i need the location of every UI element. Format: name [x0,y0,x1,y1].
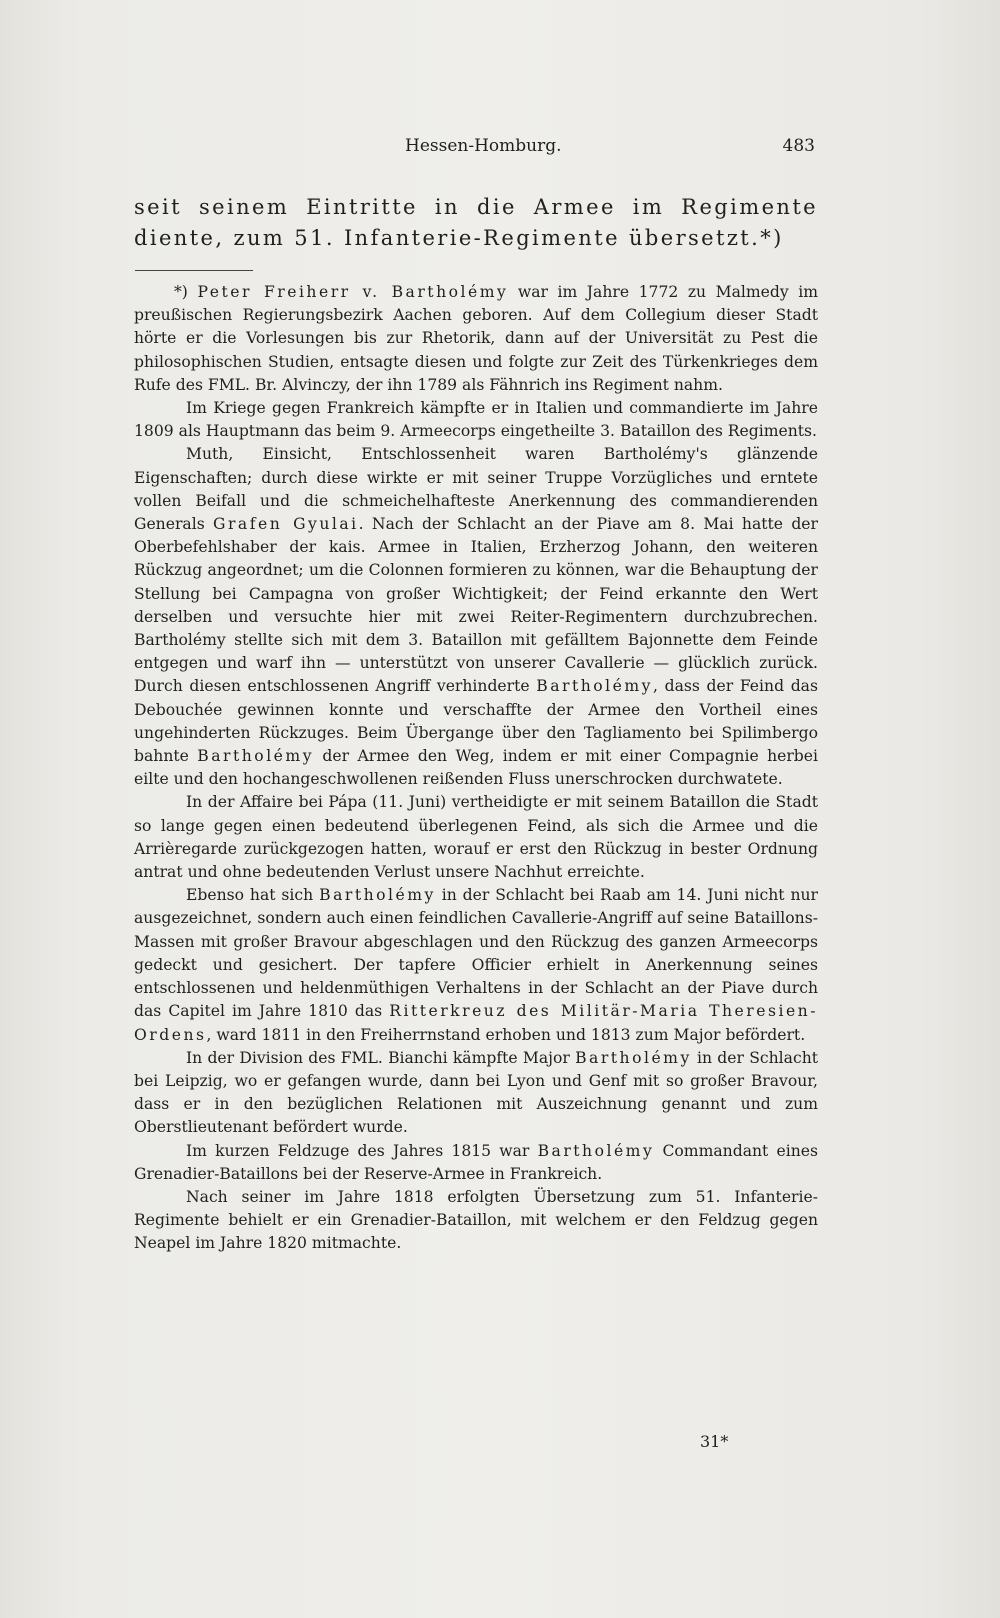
footnote-paragraph [134,443,818,791]
footnote-text: Commandant eines Grenadier-Bataillons bei der Reserve-Armee in Frankreich. [134,1141,818,1183]
footnote-text: In der Division des FML. Bianchi kämpfte Major [186,1048,570,1067]
footnote-text: , dass der Feind das Debouchée gewinnen konnte und verschaffte der Armee den Vortheil eines ungehinderten Rückzuges. Beim Übergange über den Tagliamento bei Spilimbergo bahnte [134,677,818,766]
footnote-marker: *) [174,283,188,301]
page-number: 483 [782,136,815,156]
footnote-text: Muth, Einsicht, Entschlossenheit waren Bartholémy's glänzende Eigenschaften; durch diese wirkte er mit seiner Truppe Vorzügliches und erntete vollen Beifall und die schmeichelhafteste Anerkennung des commandierenden Generals [134,445,818,534]
footnote-separator [135,270,253,271]
footnote-paragraph [134,1140,818,1186]
footnote-text: der Armee den Weg, indem er mit einer Compagnie herbei eilte und den hochangeschwollenen reißenden Fluss unerschrocken durchwatete. [134,747,818,789]
footnote-paragraph: Nach seiner im Jahre 1818 erfolgten Übersetzung zum 51. Infanterie-Regimente behielt er ein Grenadier-Bataillon, mit welchem er den Feldzug gegen Neapel im Jahre 1820 mitmachte. [134,1187,818,1253]
footnote [134,281,818,1256]
footnote-paragraph: Im Kriege gegen Frankreich kämpfte er in Italien und commandierte im Jahre 1809 als Hauptmann das beim 9. Armeecorps eingetheilte 3. Bataillon des Regiments. [134,399,818,441]
spaced-name: Peter Freiherr v. Bartholémy [197,283,509,301]
footnote-paragraph [134,884,818,1046]
footnote-text: Ebenso hat sich [186,886,314,905]
spaced-name: Bartholémy [319,886,436,905]
spaced-name: Bartholémy [537,1141,655,1160]
footnote-text: war im Jahre 1772 zu Malmedy im preußischen Regierungsbezirk Aachen geboren. Auf dem Collegium dieser Stadt hörte er die Vorlesungen bis zur Rhetorik, dann auf der Universität zu Pest die philosophischen Studien, entsagte diesen und folgte zur Zeit des Türkenkrieges dem Rufe des FML. Br. Alvinczy, der ihn 1789 als Fähnrich ins Regiment nahm. [134,283,818,394]
body-text: seit seinem Eintritte in die Armee im Regimente diente, zum 51. Infanterie-Regimente übersetzt.*) [134,195,818,250]
running-title: Hessen-Homburg. [405,136,562,156]
spaced-name: Grafen Gyulai [213,515,359,534]
footnote-text: . Nach der Schlacht an der Piave am 8. Mai hatte der Oberbefehlshaber der kais. Armee in Italien, Erzherzog Johann, den weiteren Rückzug angeordnet; um die Colonnen formieren zu können, war die Behauptung der Stellung bei Campagna von großer Wichtigkeit; der Feind erkannte den Wert derselben und versuchte hier mit zwei Reiter-Regimentern durchzubrechen. Bartholémy stellte sich mit dem 3. Bataillon mit gefälltem Bajonnette dem Feinde entgegen und warf ihn — unterstützt von unserer Cavallerie — glücklich zurück. Durch diesen entschlossenen Angriff verhinderte [134,515,818,696]
page-header [135,136,815,162]
footnote-paragraph [134,281,818,397]
footnote-paragraph: In der Affaire bei Pápa (11. Juni) vertheidigte er mit seinem Bataillon die Stadt so lange gegen einen bedeutend überlegenen Feind, als sich die Armee und die Arrièregarde zurückgezogen hatten, worauf er erst den Rückzug in bester Ordnung antrat und ohne bedeutenden Verlust unsere Nachhut erreichte. [134,793,818,882]
spaced-name: Bartholémy [536,677,653,696]
footnote-text: in der Schlacht bei Raab am 14. Juni nicht nur ausgezeichnet, sondern auch einen feindlichen Cavallerie-Angriff auf seine Bataillons-Massen mit großer Bravour abgeschlagen und den Rückzug des ganzen Armeecorps gedeckt und gesichert. Der tapfere Officier erhielt in Anerkennung seines entschlossenen und heldenmüthigen Verhaltens in der Schlacht an der Piave durch das Capitel im Jahre 1810 das [134,886,818,1021]
spaced-name: Bartholémy [197,747,315,766]
signature-mark: 31* [700,1432,729,1451]
spaced-name: Bartholémy [575,1048,692,1067]
spaced-name: Ritterkreuz des Militär-Maria Theresien-Ordens [134,1002,818,1044]
footnote-text: , ward 1811 in den Freiherrnstand erhoben und 1813 zum Major befördert. [206,1025,806,1044]
footnote-text: Im kurzen Feldzuge des Jahres 1815 war [186,1141,530,1160]
footnote-text: in der Schlacht bei Leipzig, wo er gefangen wurde, dann bei Lyon und Genf mit so großer Bravour, dass er in den bezüglichen Relationen mit Auszeichnung genannt und zum Oberstlieutenant befördert wurde. [134,1048,818,1137]
footnote-paragraph [134,1047,818,1140]
